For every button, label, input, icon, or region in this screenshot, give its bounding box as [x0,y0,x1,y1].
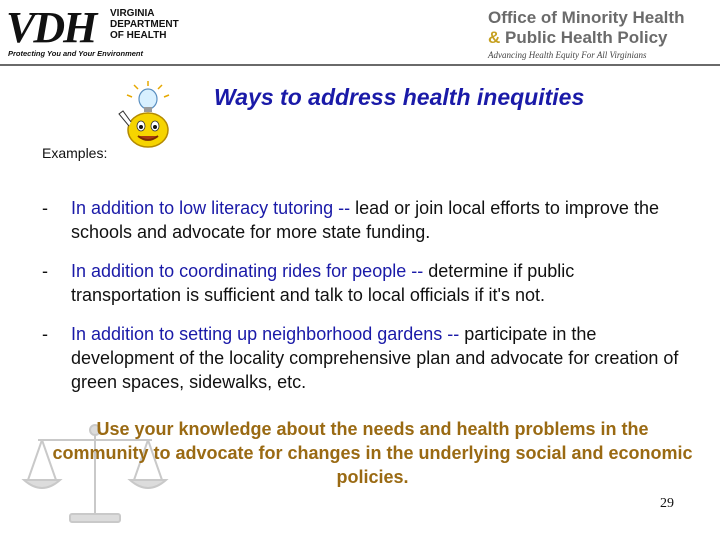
bullet-dash: - [42,261,48,281]
vdh-name [110,8,179,41]
lightbulb-smiley-icon [110,80,190,150]
omh-line1: Office of Minority Health [488,8,685,27]
footer-callout: Use your knowledge about the needs and health problems in the community to advocate for changes in the underlying social and economic policies. [52,419,693,487]
bullet-lead: In addition to setting up neighborhood gardens -- [71,324,460,344]
bullet-dash: - [42,324,48,344]
list-item [42,259,682,307]
examples-label: Examples: [42,145,108,161]
slide-title: Ways to address health inequities [214,84,585,110]
bullet-rest: lead or join local efforts to improve the schools and advocate for more state funding. [71,198,659,242]
bullet-rest: determine if public transportation is sufficient and talk to local officials if it's not. [71,261,575,305]
omh-ampersand: & [488,28,501,47]
header-rule [0,64,720,66]
list-item [42,196,682,244]
vdh-tagline: Protecting You and Your Environment [8,49,144,58]
bullet-list [42,196,682,409]
page-number: 29 [660,496,674,511]
vdh-name-line: DEPARTMENT [110,19,179,30]
bullet-lead: In addition to low literacy tutoring -- [71,198,351,218]
omh-line2 [488,28,716,48]
vdh-logo [4,4,204,62]
bullet-rest: participate in the development of the locality comprehensive plan and advocate for creation of green spaces, sidewalks, etc. [71,324,679,392]
bullet-dash: - [42,198,48,218]
bullet-lead: In addition to coordinating rides for people -- [71,261,424,281]
vdh-name-line: OF HEALTH [110,30,167,41]
omh-line2-text: Public Health Policy [505,28,668,47]
header [0,0,720,62]
list-item [42,322,682,394]
omh-logo [488,8,716,60]
omh-tagline: Advancing Health Equity For All Virginians [488,50,647,60]
vdh-mark: VDH [6,3,96,52]
vdh-name-line: VIRGINIA [110,8,155,19]
